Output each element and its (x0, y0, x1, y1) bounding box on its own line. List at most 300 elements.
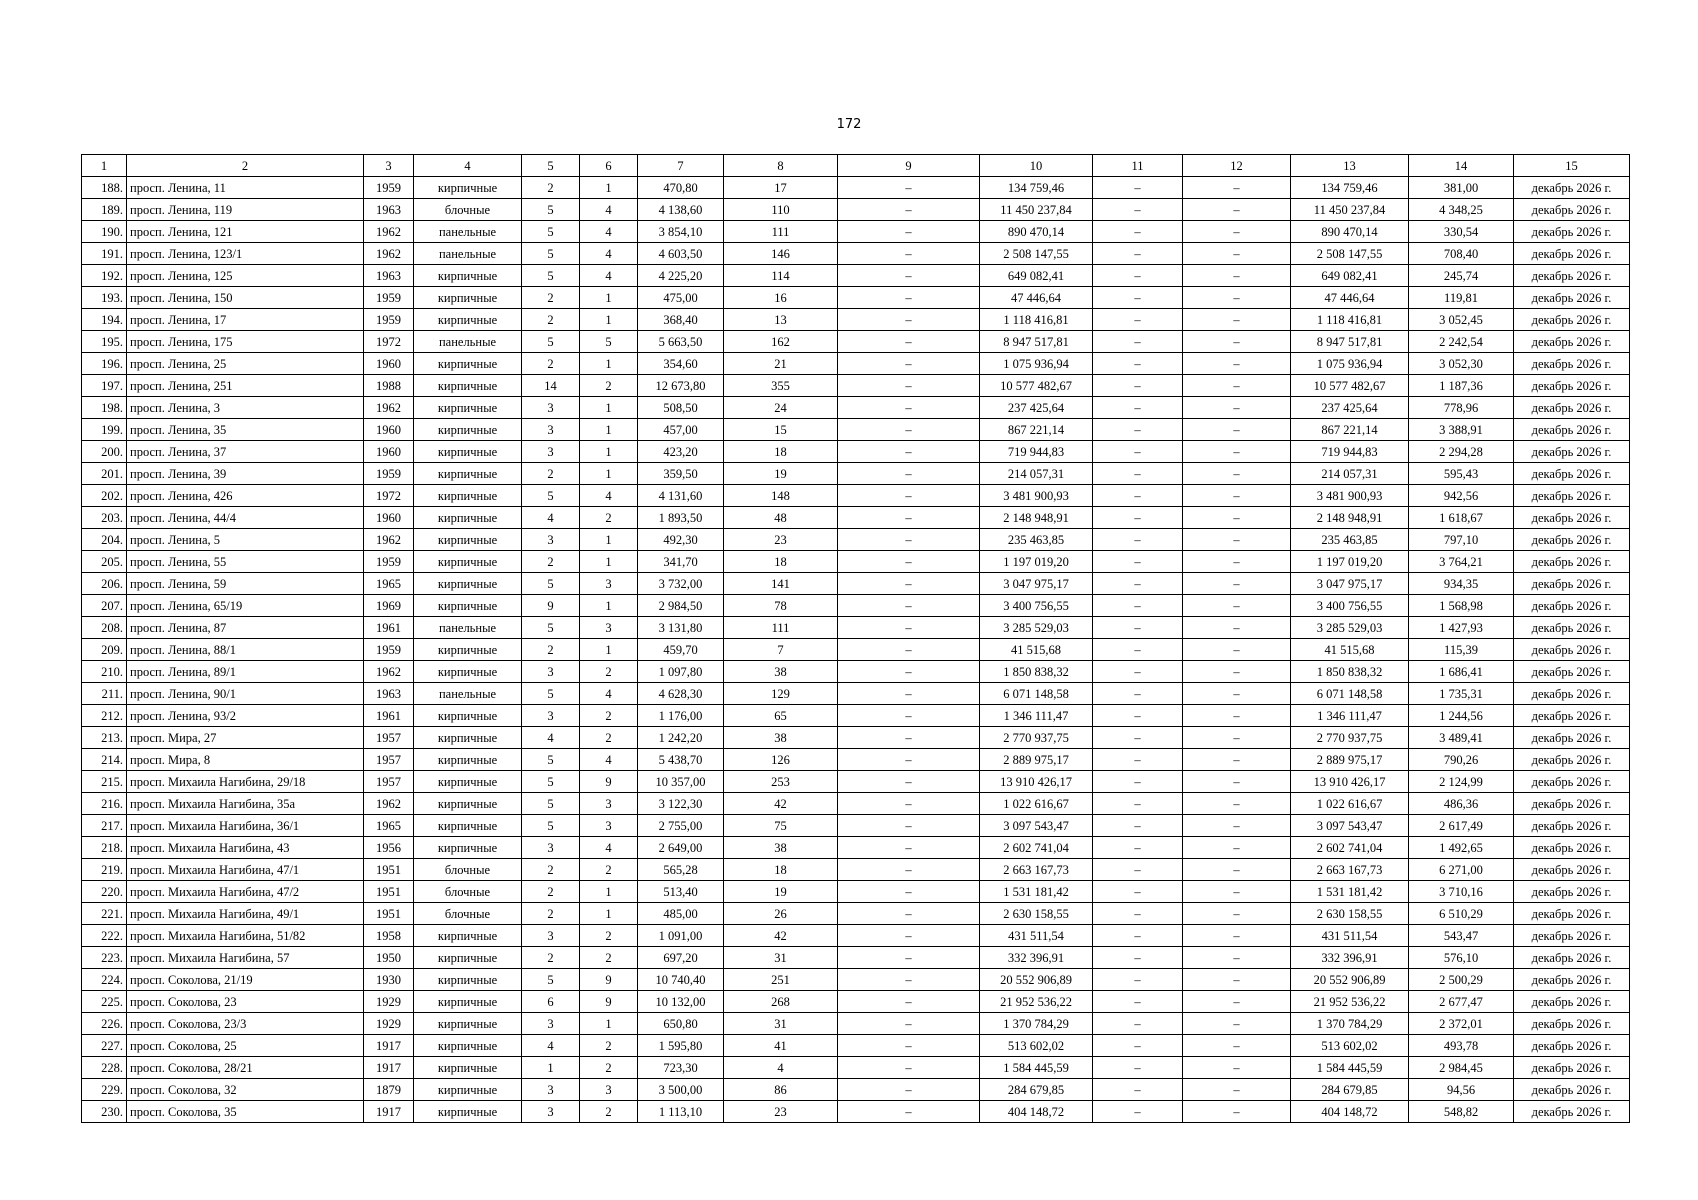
cell-cost-per-sqm: 119,81 (1409, 287, 1514, 309)
cell-wall-material: кирпичные (414, 507, 522, 529)
cell-cost-per-sqm: 330,54 (1409, 221, 1514, 243)
cell-col-11: – (1093, 441, 1183, 463)
table-row (82, 1079, 1630, 1101)
cell-total-area: 3 131,80 (638, 617, 724, 639)
cell-address: просп. Ленина, 93/2 (127, 705, 364, 727)
cell-year-built: 1965 (364, 573, 414, 595)
cell-col-11: – (1093, 1101, 1183, 1123)
cell-total-cost: 2 770 937,75 (980, 727, 1093, 749)
cell-total-area: 4 225,20 (638, 265, 724, 287)
cell-cost-total: 1 022 616,67 (1291, 793, 1409, 815)
cell-cost-total: 3 285 529,03 (1291, 617, 1409, 639)
cell-deadline: декабрь 2026 г. (1514, 353, 1630, 375)
table-row (82, 507, 1630, 529)
cell-cost-total: 719 944,83 (1291, 441, 1409, 463)
table-row (82, 419, 1630, 441)
cell-total-area: 492,30 (638, 529, 724, 551)
cell-year-built: 1959 (364, 287, 414, 309)
cell-residents: 23 (724, 529, 838, 551)
cell-deadline: декабрь 2026 г. (1514, 903, 1630, 925)
cell-wall-material: панельные (414, 243, 522, 265)
cell-wall-material: панельные (414, 617, 522, 639)
cell-col-11: – (1093, 815, 1183, 837)
cell-cost-per-sqm: 381,00 (1409, 177, 1514, 199)
table-row (82, 441, 1630, 463)
cell-entrances: 3 (580, 815, 638, 837)
column-header-1: 1 (82, 155, 127, 177)
cell-residents: 148 (724, 485, 838, 507)
cell-year-built: 1959 (364, 639, 414, 661)
cell-col-11: – (1093, 793, 1183, 815)
cell-entrances: 1 (580, 397, 638, 419)
cell-floors: 5 (522, 815, 580, 837)
cell-col-11: – (1093, 903, 1183, 925)
cell-col-12: – (1183, 265, 1291, 287)
cell-row-number: 219. (82, 859, 127, 881)
cell-address: просп. Ленина, 3 (127, 397, 364, 419)
cell-row-number: 228. (82, 1057, 127, 1079)
cell-total-cost: 47 446,64 (980, 287, 1093, 309)
cell-cost-per-sqm: 1 568,98 (1409, 595, 1514, 617)
cell-total-area: 368,40 (638, 309, 724, 331)
cell-cost-per-sqm: 2 617,49 (1409, 815, 1514, 837)
cell-entrances: 9 (580, 969, 638, 991)
cell-address: просп. Ленина, 90/1 (127, 683, 364, 705)
cell-address: просп. Ленина, 121 (127, 221, 364, 243)
cell-row-number: 230. (82, 1101, 127, 1123)
table-row (82, 375, 1630, 397)
cell-cost-total: 2 889 975,17 (1291, 749, 1409, 771)
cell-cost-per-sqm: 2 372,01 (1409, 1013, 1514, 1035)
cell-address: просп. Ленина, 89/1 (127, 661, 364, 683)
cell-residents: 38 (724, 727, 838, 749)
cell-wall-material: кирпичные (414, 639, 522, 661)
table-row (82, 331, 1630, 353)
cell-col-9: – (838, 199, 980, 221)
cell-col-9: – (838, 397, 980, 419)
cell-col-12: – (1183, 1101, 1291, 1123)
cell-entrances: 4 (580, 243, 638, 265)
cell-address: просп. Мира, 27 (127, 727, 364, 749)
cell-year-built: 1962 (364, 397, 414, 419)
cell-total-area: 4 603,50 (638, 243, 724, 265)
cell-wall-material: панельные (414, 221, 522, 243)
cell-entrances: 1 (580, 441, 638, 463)
cell-deadline: декабрь 2026 г. (1514, 331, 1630, 353)
table-row (82, 353, 1630, 375)
cell-total-area: 1 176,00 (638, 705, 724, 727)
cell-deadline: декабрь 2026 г. (1514, 859, 1630, 881)
cell-cost-total: 284 679,85 (1291, 1079, 1409, 1101)
cell-entrances: 4 (580, 199, 638, 221)
cell-wall-material: кирпичные (414, 661, 522, 683)
cell-cost-total: 8 947 517,81 (1291, 331, 1409, 353)
table-row (82, 881, 1630, 903)
cell-col-11: – (1093, 727, 1183, 749)
cell-total-cost: 2 630 158,55 (980, 903, 1093, 925)
cell-residents: 42 (724, 925, 838, 947)
cell-entrances: 4 (580, 265, 638, 287)
cell-entrances: 2 (580, 925, 638, 947)
cell-row-number: 216. (82, 793, 127, 815)
cell-deadline: декабрь 2026 г. (1514, 793, 1630, 815)
cell-total-cost: 513 602,02 (980, 1035, 1093, 1057)
cell-entrances: 1 (580, 903, 638, 925)
cell-address: просп. Ленина, 125 (127, 265, 364, 287)
cell-address: просп. Михаила Нагибина, 29/18 (127, 771, 364, 793)
cell-cost-total: 649 082,41 (1291, 265, 1409, 287)
cell-col-9: – (838, 1057, 980, 1079)
cell-wall-material: кирпичные (414, 925, 522, 947)
cell-cost-total: 3 481 900,93 (1291, 485, 1409, 507)
cell-year-built: 1959 (364, 309, 414, 331)
cell-row-number: 188. (82, 177, 127, 199)
cell-col-9: – (838, 1035, 980, 1057)
cell-total-cost: 134 759,46 (980, 177, 1093, 199)
cell-entrances: 2 (580, 705, 638, 727)
cell-col-9: – (838, 573, 980, 595)
cell-floors: 14 (522, 375, 580, 397)
cell-col-9: – (838, 815, 980, 837)
cell-cost-total: 21 952 536,22 (1291, 991, 1409, 1013)
cell-deadline: декабрь 2026 г. (1514, 419, 1630, 441)
cell-col-9: – (838, 903, 980, 925)
cell-residents: 18 (724, 441, 838, 463)
cell-col-9: – (838, 1013, 980, 1035)
cell-row-number: 224. (82, 969, 127, 991)
cell-row-number: 217. (82, 815, 127, 837)
cell-cost-per-sqm: 1 187,36 (1409, 375, 1514, 397)
cell-floors: 2 (522, 353, 580, 375)
table-row (82, 925, 1630, 947)
cell-deadline: декабрь 2026 г. (1514, 1079, 1630, 1101)
cell-col-12: – (1183, 1079, 1291, 1101)
cell-cost-per-sqm: 548,82 (1409, 1101, 1514, 1123)
cell-total-cost: 214 057,31 (980, 463, 1093, 485)
cell-col-12: – (1183, 793, 1291, 815)
cell-col-11: – (1093, 639, 1183, 661)
cell-total-cost: 2 663 167,73 (980, 859, 1093, 881)
cell-col-12: – (1183, 881, 1291, 903)
cell-year-built: 1951 (364, 903, 414, 925)
cell-total-area: 10 740,40 (638, 969, 724, 991)
cell-total-cost: 2 508 147,55 (980, 243, 1093, 265)
cell-cost-total: 890 470,14 (1291, 221, 1409, 243)
cell-col-12: – (1183, 1013, 1291, 1035)
cell-entrances: 2 (580, 1057, 638, 1079)
cell-address: просп. Ленина, 88/1 (127, 639, 364, 661)
cell-col-11: – (1093, 265, 1183, 287)
cell-floors: 5 (522, 221, 580, 243)
cell-cost-per-sqm: 778,96 (1409, 397, 1514, 419)
column-header-9: 9 (838, 155, 980, 177)
cell-total-cost: 1 022 616,67 (980, 793, 1093, 815)
cell-col-11: – (1093, 287, 1183, 309)
cell-residents: 268 (724, 991, 838, 1013)
cell-deadline: декабрь 2026 г. (1514, 507, 1630, 529)
cell-year-built: 1917 (364, 1101, 414, 1123)
cell-col-12: – (1183, 485, 1291, 507)
cell-residents: 21 (724, 353, 838, 375)
cell-entrances: 2 (580, 947, 638, 969)
cell-total-cost: 867 221,14 (980, 419, 1093, 441)
cell-total-cost: 1 584 445,59 (980, 1057, 1093, 1079)
cell-cost-total: 431 511,54 (1291, 925, 1409, 947)
cell-row-number: 223. (82, 947, 127, 969)
cell-col-11: – (1093, 683, 1183, 705)
cell-entrances: 1 (580, 551, 638, 573)
cell-total-area: 4 628,30 (638, 683, 724, 705)
cell-col-11: – (1093, 947, 1183, 969)
cell-col-11: – (1093, 529, 1183, 551)
cell-residents: 23 (724, 1101, 838, 1123)
cell-col-9: – (838, 1079, 980, 1101)
cell-row-number: 200. (82, 441, 127, 463)
cell-col-11: – (1093, 419, 1183, 441)
cell-floors: 2 (522, 551, 580, 573)
cell-residents: 162 (724, 331, 838, 353)
cell-floors: 3 (522, 661, 580, 683)
cell-cost-total: 2 602 741,04 (1291, 837, 1409, 859)
table-row (82, 177, 1630, 199)
cell-floors: 2 (522, 639, 580, 661)
cell-entrances: 9 (580, 991, 638, 1013)
cell-residents: 65 (724, 705, 838, 727)
cell-year-built: 1962 (364, 529, 414, 551)
cell-total-cost: 3 481 900,93 (980, 485, 1093, 507)
cell-deadline: декабрь 2026 г. (1514, 617, 1630, 639)
cell-cost-per-sqm: 1 427,93 (1409, 617, 1514, 639)
cell-floors: 3 (522, 1013, 580, 1035)
cell-residents: 38 (724, 837, 838, 859)
cell-col-12: – (1183, 991, 1291, 1013)
cell-col-12: – (1183, 441, 1291, 463)
cell-wall-material: кирпичные (414, 287, 522, 309)
cell-floors: 5 (522, 683, 580, 705)
cell-entrances: 4 (580, 749, 638, 771)
cell-total-cost: 332 396,91 (980, 947, 1093, 969)
cell-col-12: – (1183, 1035, 1291, 1057)
table-row (82, 485, 1630, 507)
cell-total-area: 697,20 (638, 947, 724, 969)
cell-floors: 2 (522, 881, 580, 903)
cell-cost-per-sqm: 3 710,16 (1409, 881, 1514, 903)
cell-cost-per-sqm: 1 492,65 (1409, 837, 1514, 859)
table-row (82, 265, 1630, 287)
cell-wall-material: кирпичные (414, 727, 522, 749)
cell-total-area: 723,30 (638, 1057, 724, 1079)
table-row (82, 947, 1630, 969)
cell-row-number: 222. (82, 925, 127, 947)
cell-col-9: – (838, 265, 980, 287)
cell-col-12: – (1183, 617, 1291, 639)
cell-wall-material: кирпичные (414, 793, 522, 815)
cell-col-12: – (1183, 529, 1291, 551)
cell-cost-total: 20 552 906,89 (1291, 969, 1409, 991)
cell-wall-material: кирпичные (414, 265, 522, 287)
cell-entrances: 2 (580, 661, 638, 683)
cell-residents: 251 (724, 969, 838, 991)
cell-cost-per-sqm: 2 984,45 (1409, 1057, 1514, 1079)
cell-cost-total: 2 148 948,91 (1291, 507, 1409, 529)
cell-col-11: – (1093, 199, 1183, 221)
cell-total-cost: 649 082,41 (980, 265, 1093, 287)
cell-row-number: 204. (82, 529, 127, 551)
cell-col-9: – (838, 551, 980, 573)
cell-cost-total: 2 663 167,73 (1291, 859, 1409, 881)
cell-cost-total: 332 396,91 (1291, 947, 1409, 969)
cell-total-cost: 1 531 181,42 (980, 881, 1093, 903)
cell-year-built: 1951 (364, 881, 414, 903)
cell-residents: 18 (724, 551, 838, 573)
cell-cost-per-sqm: 6 510,29 (1409, 903, 1514, 925)
cell-total-cost: 2 889 975,17 (980, 749, 1093, 771)
cell-cost-total: 1 118 416,81 (1291, 309, 1409, 331)
cell-row-number: 195. (82, 331, 127, 353)
cell-col-11: – (1093, 353, 1183, 375)
cell-floors: 5 (522, 485, 580, 507)
cell-wall-material: блочные (414, 881, 522, 903)
cell-wall-material: кирпичные (414, 705, 522, 727)
cell-total-area: 475,00 (638, 287, 724, 309)
cell-cost-total: 3 097 543,47 (1291, 815, 1409, 837)
cell-cost-per-sqm: 94,56 (1409, 1079, 1514, 1101)
cell-residents: 111 (724, 221, 838, 243)
cell-cost-total: 214 057,31 (1291, 463, 1409, 485)
cell-col-9: – (838, 947, 980, 969)
cell-year-built: 1957 (364, 749, 414, 771)
cell-year-built: 1963 (364, 199, 414, 221)
cell-floors: 1 (522, 1057, 580, 1079)
cell-col-12: – (1183, 573, 1291, 595)
cell-floors: 3 (522, 419, 580, 441)
cell-floors: 2 (522, 947, 580, 969)
cell-address: просп. Ленина, 59 (127, 573, 364, 595)
cell-col-11: – (1093, 705, 1183, 727)
table-row (82, 1057, 1630, 1079)
cell-total-cost: 431 511,54 (980, 925, 1093, 947)
cell-wall-material: блочные (414, 199, 522, 221)
cell-year-built: 1879 (364, 1079, 414, 1101)
cell-col-12: – (1183, 815, 1291, 837)
cell-cost-per-sqm: 3 052,30 (1409, 353, 1514, 375)
cell-col-11: – (1093, 507, 1183, 529)
cell-col-9: – (838, 529, 980, 551)
cell-col-12: – (1183, 947, 1291, 969)
cell-wall-material: кирпичные (414, 397, 522, 419)
cell-residents: 38 (724, 661, 838, 683)
cell-col-11: – (1093, 969, 1183, 991)
table-row (82, 1101, 1630, 1123)
table-row (82, 595, 1630, 617)
cell-col-12: – (1183, 397, 1291, 419)
cell-deadline: декабрь 2026 г. (1514, 287, 1630, 309)
cell-cost-per-sqm: 1 735,31 (1409, 683, 1514, 705)
cell-cost-per-sqm: 486,36 (1409, 793, 1514, 815)
cell-wall-material: кирпичные (414, 1035, 522, 1057)
cell-address: просп. Соколова, 25 (127, 1035, 364, 1057)
cell-wall-material: кирпичные (414, 485, 522, 507)
cell-total-cost: 235 463,85 (980, 529, 1093, 551)
cell-deadline: декабрь 2026 г. (1514, 243, 1630, 265)
cell-col-9: – (838, 1101, 980, 1123)
cell-col-9: – (838, 485, 980, 507)
cell-address: просп. Ленина, 426 (127, 485, 364, 507)
table-row (82, 771, 1630, 793)
cell-col-12: – (1183, 463, 1291, 485)
cell-entrances: 2 (580, 375, 638, 397)
cell-cost-per-sqm: 1 244,56 (1409, 705, 1514, 727)
cell-col-11: – (1093, 463, 1183, 485)
column-header-5: 5 (522, 155, 580, 177)
cell-col-11: – (1093, 991, 1183, 1013)
cell-total-area: 4 138,60 (638, 199, 724, 221)
cell-wall-material: кирпичные (414, 551, 522, 573)
cell-col-12: – (1183, 903, 1291, 925)
cell-total-area: 470,80 (638, 177, 724, 199)
cell-entrances: 2 (580, 859, 638, 881)
table-row (82, 837, 1630, 859)
cell-deadline: декабрь 2026 г. (1514, 309, 1630, 331)
cell-deadline: декабрь 2026 г. (1514, 727, 1630, 749)
cell-wall-material: кирпичные (414, 441, 522, 463)
cell-row-number: 201. (82, 463, 127, 485)
cell-cost-total: 1 075 936,94 (1291, 353, 1409, 375)
cell-total-cost: 1 075 936,94 (980, 353, 1093, 375)
cell-cost-per-sqm: 3 489,41 (1409, 727, 1514, 749)
cell-address: просп. Ленина, 35 (127, 419, 364, 441)
cell-residents: 48 (724, 507, 838, 529)
cell-total-cost: 237 425,64 (980, 397, 1093, 419)
cell-wall-material: блочные (414, 859, 522, 881)
cell-row-number: 208. (82, 617, 127, 639)
cell-cost-per-sqm: 4 348,25 (1409, 199, 1514, 221)
table-row (82, 243, 1630, 265)
cell-cost-total: 3 400 756,55 (1291, 595, 1409, 617)
table-row (82, 793, 1630, 815)
cell-col-9: – (838, 837, 980, 859)
cell-wall-material: кирпичные (414, 1013, 522, 1035)
cell-row-number: 213. (82, 727, 127, 749)
cell-address: просп. Мира, 8 (127, 749, 364, 771)
table-row (82, 221, 1630, 243)
cell-address: просп. Соколова, 32 (127, 1079, 364, 1101)
cell-col-11: – (1093, 375, 1183, 397)
cell-address: просп. Соколова, 28/21 (127, 1057, 364, 1079)
cell-floors: 5 (522, 771, 580, 793)
cell-col-9: – (838, 881, 980, 903)
cell-floors: 3 (522, 925, 580, 947)
cell-row-number: 229. (82, 1079, 127, 1101)
cell-col-11: – (1093, 1035, 1183, 1057)
cell-total-area: 1 893,50 (638, 507, 724, 529)
cell-floors: 6 (522, 991, 580, 1013)
cell-row-number: 196. (82, 353, 127, 375)
cell-col-9: – (838, 353, 980, 375)
cell-col-11: – (1093, 177, 1183, 199)
cell-entrances: 1 (580, 353, 638, 375)
cell-floors: 5 (522, 793, 580, 815)
cell-year-built: 1957 (364, 771, 414, 793)
cell-col-12: – (1183, 177, 1291, 199)
cell-col-9: – (838, 749, 980, 771)
cell-deadline: декабрь 2026 г. (1514, 639, 1630, 661)
cell-cost-per-sqm: 2 242,54 (1409, 331, 1514, 353)
table-row (82, 991, 1630, 1013)
cell-cost-per-sqm: 708,40 (1409, 243, 1514, 265)
cell-col-9: – (838, 177, 980, 199)
cell-floors: 5 (522, 331, 580, 353)
